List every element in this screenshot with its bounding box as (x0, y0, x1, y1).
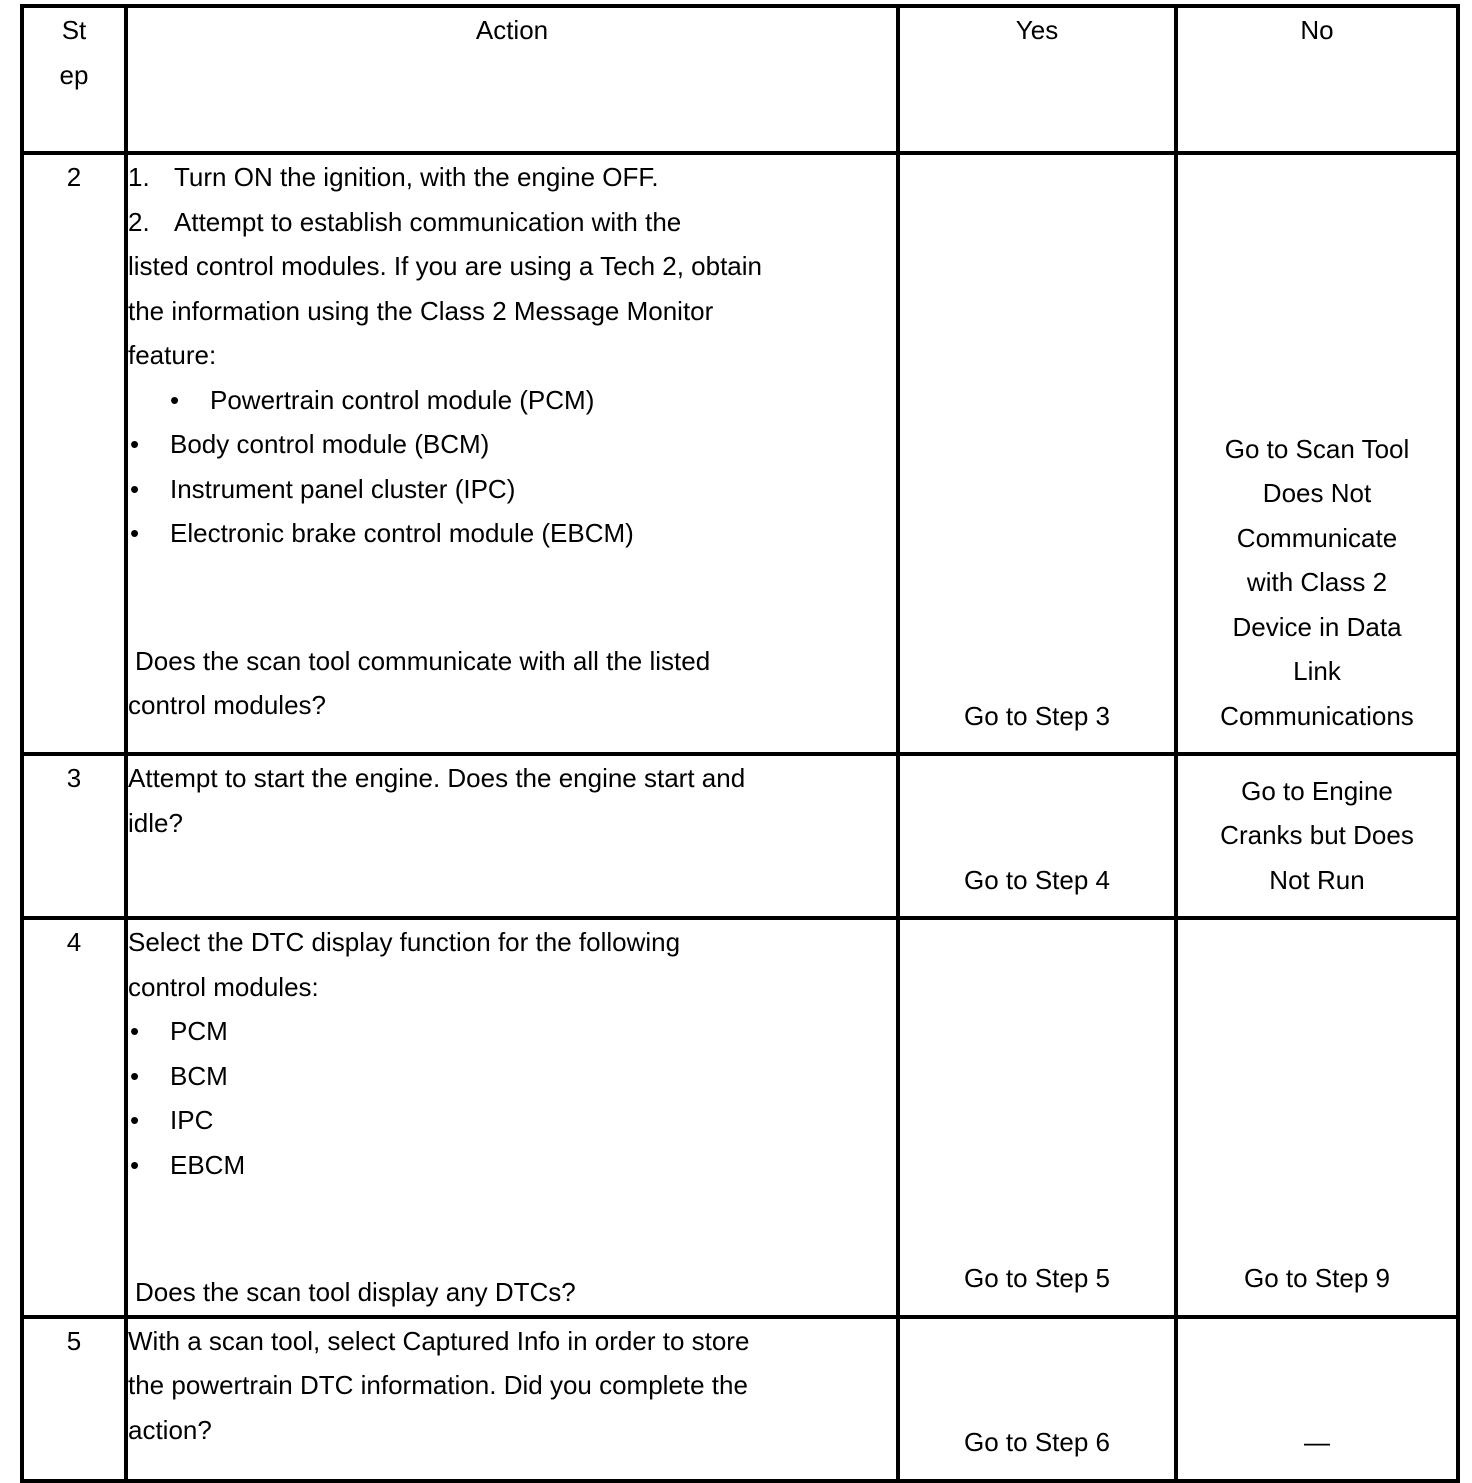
yes-answer: Go to Step 3 (964, 700, 1110, 731)
header-action: Action (126, 6, 898, 153)
table-header-row (22, 6, 1458, 153)
table-row-step-4 (22, 918, 1458, 1317)
bullet-item: • Electronic brake control module (EBCM) (128, 511, 896, 556)
table-row-step-3 (22, 754, 1458, 918)
bullet-item: • PCM (128, 1009, 896, 1054)
yes-answer: Go to Step 5 (964, 1263, 1110, 1293)
bullet-item: • EBCM (128, 1143, 896, 1188)
no-answer: Go to Step 9 (1244, 1263, 1390, 1293)
step-number: 5 (22, 1317, 126, 1481)
no-cell (1176, 918, 1458, 1317)
action-text-line: the information using the Class 2 Message Monitor (128, 295, 714, 326)
action-text-line: feature: (128, 340, 217, 370)
no-answer: — (1304, 1427, 1330, 1457)
bullet-icon: • (130, 473, 140, 504)
yes-cell (898, 754, 1176, 918)
yes-answer: Go to Step 4 (964, 864, 1110, 895)
bullet-icon: • (130, 1060, 140, 1091)
table-row-step-5 (22, 1317, 1458, 1481)
action-text-line: With a scan tool, select Captured Info in order to store (128, 1325, 750, 1356)
action-text-line: Attempt to start the engine. Does the engine start and (128, 763, 746, 793)
bullet-icon: • (130, 518, 140, 548)
bullet-icon: • (130, 1105, 140, 1135)
diagnostic-steps-table (20, 4, 1460, 1483)
no-cell (1176, 1317, 1458, 1481)
question-line: Does the scan tool display any DTCs? (135, 1277, 576, 1307)
header-step-line2: ep (59, 59, 89, 90)
action-cell (126, 918, 898, 1317)
header-step-line1: St (61, 15, 87, 45)
no-cell (1176, 153, 1458, 754)
question-line: Does the scan tool communicate with all the listed (135, 645, 711, 676)
bullet-icon: • (130, 429, 140, 459)
numbered-item: 2. Attempt to establish communication with the (128, 206, 682, 237)
header-yes: Yes (898, 6, 1176, 153)
bullet-item: • Body control module (BCM) (128, 422, 896, 467)
no-answer: Go to Scan Tool Does Not Communicate with Class 2 Device in Data Link Communications (1220, 433, 1414, 731)
no-cell (1176, 754, 1458, 918)
bullet-item: • Powertrain control module (PCM) (128, 378, 896, 423)
yes-cell (898, 153, 1176, 754)
bullet-icon: • (130, 1149, 140, 1180)
numbered-item: 1. Turn ON the ignition, with the engine OFF. (128, 162, 659, 192)
action-text-line: the powertrain DTC information. Did you complete the (128, 1370, 748, 1400)
bullet-item: • BCM (128, 1054, 896, 1099)
step-number: 3 (22, 754, 126, 918)
action-cell (126, 153, 898, 754)
action-cell (126, 1317, 898, 1481)
yes-cell (898, 1317, 1176, 1481)
question-line: control modules? (128, 690, 326, 720)
action-text-line: control modules: (128, 971, 319, 1002)
bullet-item: • IPC (128, 1098, 896, 1143)
step-number: 4 (22, 918, 126, 1317)
step-number: 2 (22, 153, 126, 754)
bullet-icon: • (170, 384, 180, 415)
action-text-line: action? (128, 1414, 212, 1445)
action-cell (126, 754, 898, 918)
bullet-icon: • (130, 1016, 140, 1046)
bullet-item: • Instrument panel cluster (IPC) (128, 467, 896, 512)
header-step (22, 6, 126, 153)
table-row-step-2 (22, 153, 1458, 754)
action-text-line: listed control modules. If you are using a Tech 2, obtain (128, 251, 763, 281)
action-text-line: idle? (128, 807, 183, 838)
yes-cell (898, 918, 1176, 1317)
yes-answer: Go to Step 6 (964, 1427, 1110, 1457)
action-text-line: Select the DTC display function for the following (128, 927, 681, 957)
no-answer: Go to Engine Cranks but Does Not Run (1220, 775, 1414, 895)
header-no: No (1176, 6, 1458, 153)
